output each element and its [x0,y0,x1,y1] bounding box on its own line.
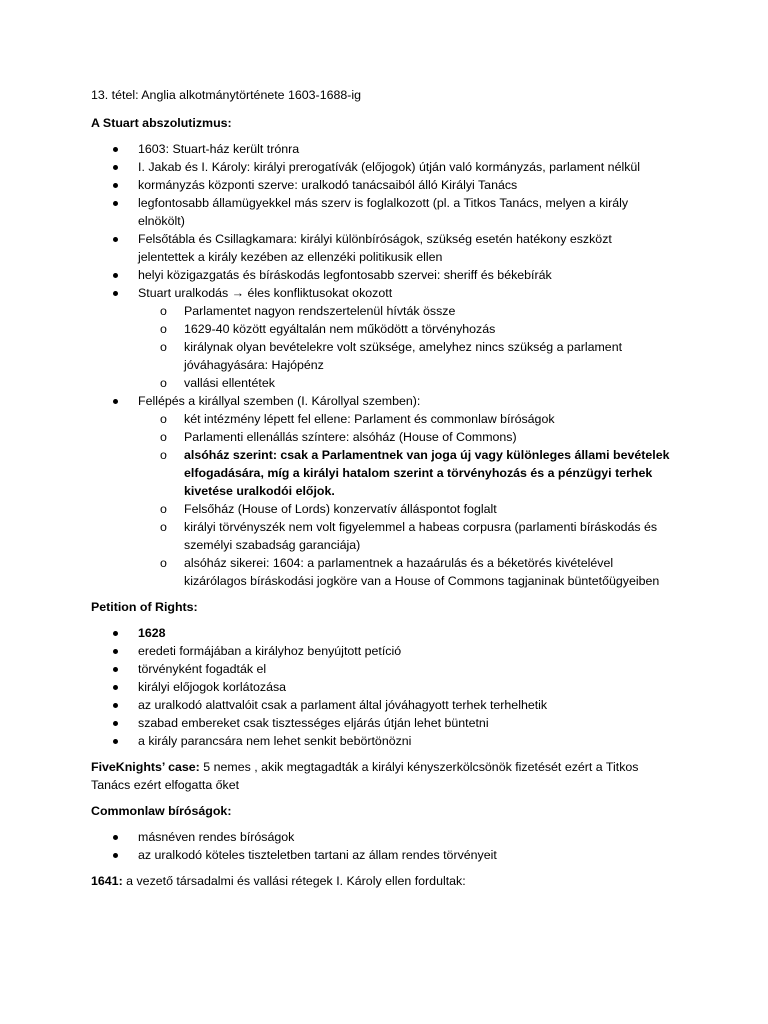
list-item: szabad embereket csak tisztességes eljárás útján lehet büntetni [91,714,671,732]
list-item: 1603: Stuart-ház került trónra [91,140,671,158]
document-title: 13. tétel: Anglia alkotmánytörténete 1603-1688-ig [91,88,362,102]
stuart-list [91,140,671,590]
bullet-icon [113,147,118,152]
sublist-item: o alsóház sikerei: 1604: a parlamentnek a hazaárulás és a béketörés kivételével kizárólagos bíráskodási jogköre van a House of Commons tagjaninak büntetőügyeiben [160,556,660,588]
circle-bullet-icon: o [160,430,167,444]
sublist-item: o Parlamentet nagyon rendszertelenül hívták össze [160,304,456,318]
fiveknights-label: FiveKnights’ case: [91,760,200,774]
list-item: Stuart uralkodás → éles konfliktusokat okozott o Parlamentet nagyon rendszertelenül hívták össze o 1629-40 között egyáltalán nem működött a törvényhozás o királynak olyan bevételekre volt szüksége, amelyhez nincs szükség a parlament jóváhagyására: Hajópénz o vallási ellentétek [91,284,671,392]
year-1641-label: 1641: [91,874,123,888]
list-item: legfontosabb államügyekkel más szerv is foglalkozott (pl. a Titkos Tanács, melyen a király elnökölt) [91,194,671,230]
bullet-icon [113,399,118,404]
list-item: I. Jakab és I. Károly: királyi prerogatívák (előjogok) útján való kormányzás, parlament nélkül [91,158,671,176]
circle-bullet-icon: o [160,304,167,318]
sublist-item: o alsóház szerint: csak a Parlamentnek van joga új vagy különleges állami bevételek elfogadására, míg a királyi hatalom szerint a törvényhozás és a pénzügyi terhek kivetése uralkodói előjok. [160,448,670,498]
bullet-icon [113,685,118,690]
list-item: a király parancsára nem lehet senkit bebörtönözni [91,732,671,750]
section-heading-stuart: A Stuart abszolutizmus: [91,116,232,130]
fiveknights-paragraph [91,758,671,794]
list-item: Felsőtábla és Csillagkamara: királyi különbíróságok, szükség esetén hatékony eszközt jelentettek a király kezében az ellenzéki politikusik ellen [91,230,671,266]
bullet-icon [113,201,118,206]
document-body [91,86,671,898]
list-item: 1628 [91,624,671,642]
bullet-icon [113,183,118,188]
circle-bullet-icon: o [160,520,167,534]
bullet-icon [113,667,118,672]
conflicts-sublist [138,302,671,392]
list-item: királyi előjogok korlátozása [91,678,671,696]
petition-list [91,624,671,750]
sublist-item: o két intézmény lépett fel ellene: Parlament és commonlaw bíróságok [160,412,555,426]
circle-bullet-icon: o [160,412,167,426]
sublist-item: o 1629-40 között egyáltalán nem működött a törvényhozás [160,322,496,336]
year-1641-paragraph [91,872,671,890]
bullet-icon [113,273,118,278]
bullet-icon [113,291,118,296]
sublist-item: o vallási ellentétek [160,376,275,390]
list-item: kormányzás központi szerve: uralkodó tanácsaiból álló Királyi Tanács [91,176,671,194]
circle-bullet-icon: o [160,340,167,354]
year-1641-text: a vezető társadalmi és vallási rétegek I. Károly ellen fordultak: [122,874,466,888]
circle-bullet-icon: o [160,376,167,390]
bullet-icon [113,835,118,840]
list-item: Fellépés a királlyal szemben (I. Károllyal szemben): o két intézmény lépett fel ellene: Parlament és commonlaw bíróságok o Parlamenti ellenállás színtere: alsóház (House of Commons) o alsóház szerint: csak a Parlamentnek van joga új vagy különleges állami bevételek elfogadására, míg a királyi hatalom szerint a törvényhozás és a pénzügyi terhek kivetése uralkodói előjok. o Felsőház (House of Lords) konzervatív álláspontot foglalt o királyi törvényszék nem volt figyelemmel a habeas corpusra (parlamenti bíráskodás és személyi szabadság garanciája) o alsóház sikerei: 1604: a parlamentnek a hazaárulás és a béketörés kivételével kizárólagos bíráskodási jogköre van a House of Commons tagjaninak büntetőügyeiben [91,392,671,590]
list-item: törvényként fogadták el [91,660,671,678]
list-item: másnéven rendes bíróságok [91,828,671,846]
sublist-item: o Felsőház (House of Lords) konzervatív álláspontot foglalt [160,502,497,516]
circle-bullet-icon: o [160,556,167,570]
bullet-icon [113,165,118,170]
bullet-icon [113,721,118,726]
list-item: eredeti formájában a királyhoz benyújtott petíció [91,642,671,660]
fiveknights-text: 5 nemes , akik megtagadták a királyi kényszerkölcsönök fizetését ezért a Titkos Tanács ezért elfogatta őket [91,760,639,792]
bullet-icon [113,853,118,858]
bullet-icon [113,703,118,708]
bullet-icon [113,739,118,744]
list-item: az uralkodó alattvalóit csak a parlament által jóváhagyott terhek terhelhetik [91,696,671,714]
opposition-sublist [138,410,671,590]
bullet-icon [113,631,118,636]
circle-bullet-icon: o [160,502,167,516]
sublist-item: o királynak olyan bevételekre volt szüksége, amelyhez nincs szükség a parlament jóváhagyására: Hajópénz [160,340,623,372]
list-item: helyi közigazgatás és bíráskodás legfontosabb szervei: sheriff és békebírák [91,266,671,284]
circle-bullet-icon: o [160,322,167,336]
section-heading-commonlaw: Commonlaw bíróságok: [91,804,232,818]
list-item: az uralkodó köteles tiszteletben tartani az állam rendes törvényeit [91,846,671,864]
bullet-icon [113,237,118,242]
section-heading-petition: Petition of Rights: [91,600,198,614]
sublist-item: o Parlamenti ellenállás színtere: alsóház (House of Commons) [160,430,517,444]
sublist-item: o királyi törvényszék nem volt figyelemmel a habeas corpusra (parlamenti bíráskodás és személyi szabadság garanciája) [160,520,658,552]
bullet-icon [113,649,118,654]
circle-bullet-icon: o [160,448,167,462]
commonlaw-list [91,828,671,864]
